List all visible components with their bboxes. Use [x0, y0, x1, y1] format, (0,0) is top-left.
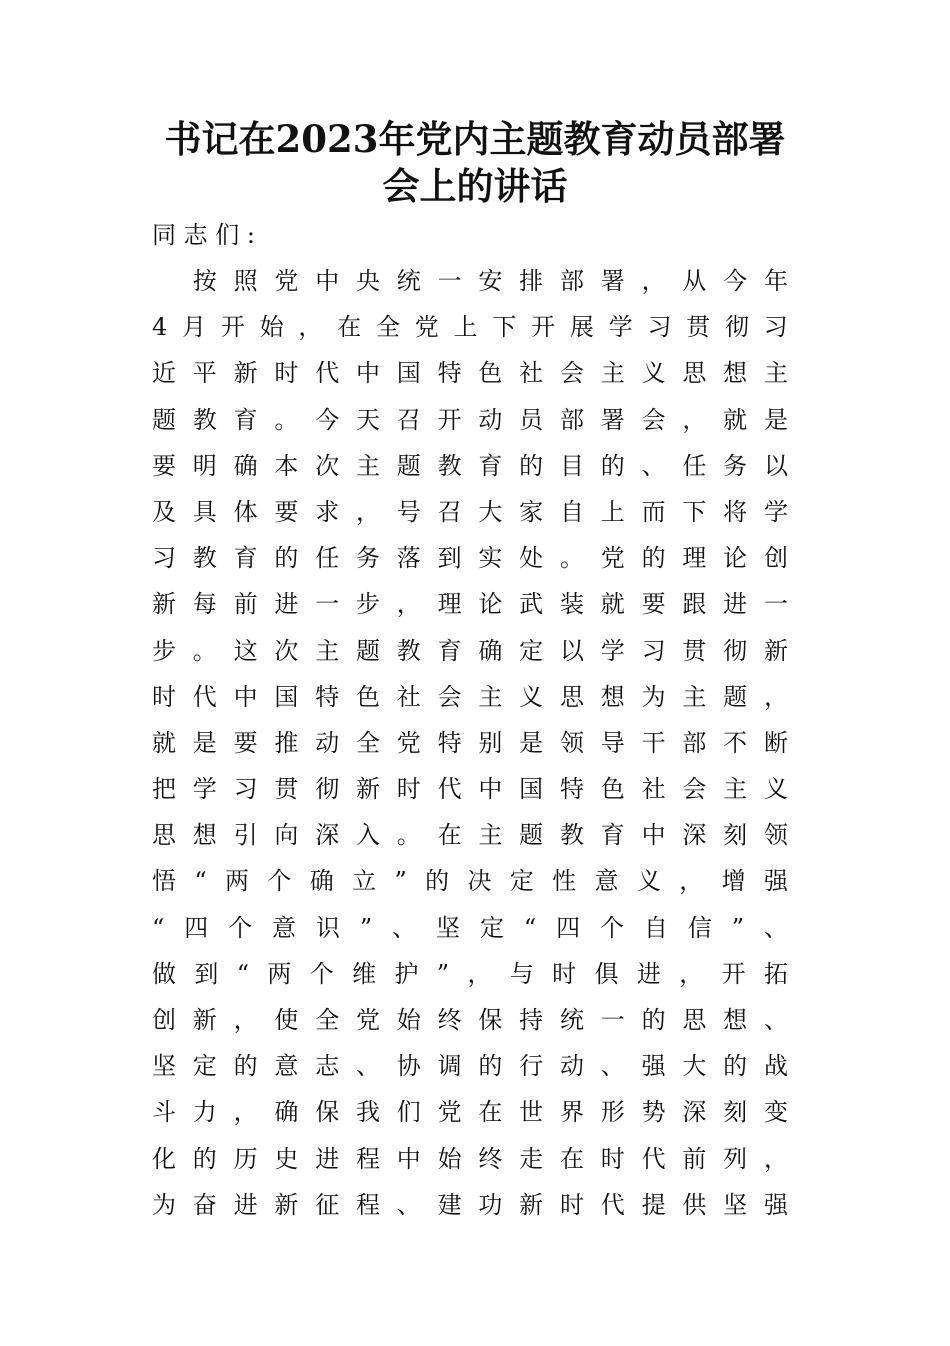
body-line: 斗 力 ， 确 保 我 们 党 在 世 界 形 势 深 刻 变 [152, 1098, 788, 1127]
body-line: 为 奋 进 新 征 程 、 建 功 新 时 代 提 供 坚 强 [152, 1190, 788, 1219]
document-title-line-1: 书记在2023年党内主题教育动员部署 [164, 117, 786, 161]
body-line: 要 明 确 本 次 主 题 教 育 的 目 的 、 任 务 以 [152, 451, 788, 480]
body-line: 新 每 前 进 一 步 ， 理 论 武 装 就 要 跟 进 一 [152, 590, 788, 619]
body-line: 近 平 新 时 代 中 国 特 色 社 会 主 义 思 想 主 [152, 359, 788, 388]
body-line: 思 想 引 向 深 入 。 在 主 题 教 育 中 深 刻 领 [152, 821, 788, 850]
body-line: 习 教 育 的 任 务 落 到 实 处 。 党 的 理 论 创 [152, 544, 788, 573]
body-line: 题 教 育 。 今 天 召 开 动 员 部 署 会 ， 就 是 [152, 405, 788, 434]
body-line: 做 到 “ 两 个 维 护 ” ， 与 时 俱 进 ， 开 拓 [152, 959, 788, 988]
body-line: 按 照 党 中 央 统 一 安 排 部 署 ， 从 今 年 [192, 267, 788, 295]
body-line: 坚 定 的 意 志 、 协 调 的 行 动 、 强 大 的 战 [152, 1052, 788, 1081]
body-line: 4 月 开 始 ， 在 全 党 上 下 开 展 学 习 贯 彻 习 [152, 313, 788, 342]
body-line: 把 学 习 贯 彻 新 时 代 中 国 特 色 社 会 主 义 [152, 775, 788, 804]
body-line: “ 四 个 意 识 ” 、 坚 定 “ 四 个 自 信 ” 、 [152, 913, 788, 942]
body-line: 悟 “ 两 个 确 立 ” 的 决 定 性 意 义 ， 增 强 [152, 867, 788, 896]
body-line: 就 是 要 推 动 全 党 特 别 是 领 导 干 部 不 断 [152, 728, 788, 757]
salutation: 同 志 们 : [152, 221, 255, 249]
body-line: 步 。 这 次 主 题 教 育 确 定 以 学 习 贯 彻 新 [152, 636, 788, 665]
body-line: 创 新 ， 使 全 党 始 终 保 持 统 一 的 思 想 、 [152, 1006, 788, 1034]
body-text [152, 258, 788, 1228]
body-line: 及 具 体 要 求 ， 号 召 大 家 自 上 而 下 将 学 [152, 497, 788, 526]
body-line: 化 的 历 史 进 程 中 始 终 走 在 时 代 前 列 ， [152, 1144, 788, 1173]
body-line: 时 代 中 国 特 色 社 会 主 义 思 想 为 主 题 ， [152, 682, 788, 711]
document-title-line-2: 会上的讲话 [382, 164, 568, 208]
